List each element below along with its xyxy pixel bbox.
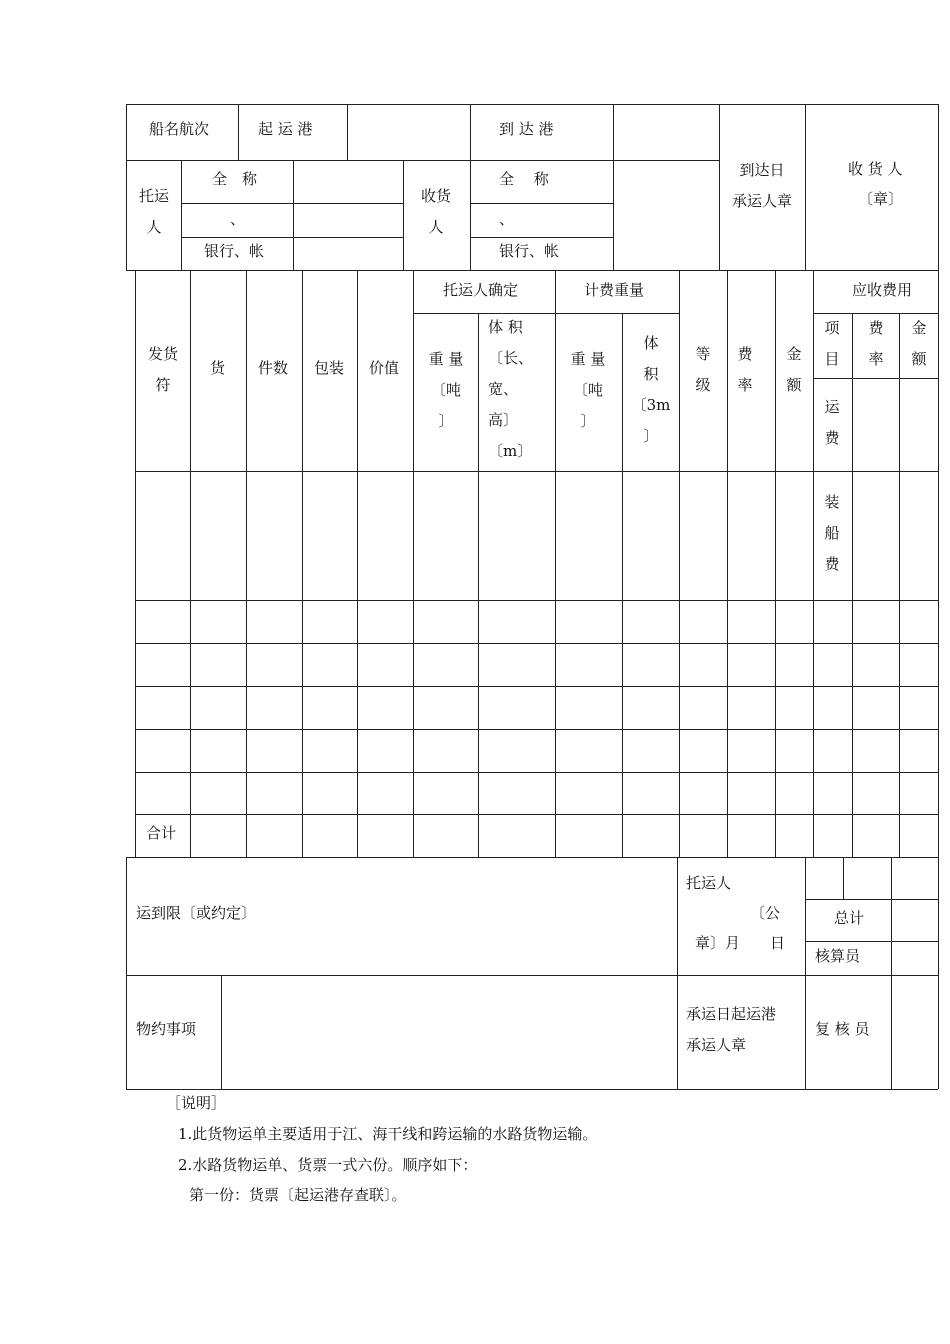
shipper-address-label: 、 [230, 210, 246, 228]
amount-header: 金 额 [786, 345, 802, 394]
special-terms-label: 物约事项 [136, 1020, 197, 1038]
value-header: 价值 [369, 359, 400, 377]
note-line-3: 第一份：货票〔起运港存查联〕。 [189, 1186, 407, 1204]
consignee-address-label: 、 [499, 210, 515, 228]
total-row-label: 合计 [146, 824, 177, 842]
arrival-stamp-label: 到达日 承运人章 [731, 161, 792, 210]
goods-header: 货 [210, 359, 226, 377]
receiver-label: 收 货 人 [848, 160, 903, 178]
reviewer-label: 复 核 员 [815, 1020, 870, 1038]
fees-header: 应收费用 [852, 281, 913, 299]
consignee-name-label: 全 称 [499, 170, 549, 188]
note-line-1: 1.此货物运单主要适用于江、海干线和跨运输的水路货物运输。 [178, 1125, 598, 1143]
billing-weight-header: 计费重量 [584, 281, 645, 299]
shipper-label: 托运 人 [138, 187, 169, 236]
shipper-confirm-header: 托运人确定 [443, 281, 519, 299]
rate-header: 费 率 [737, 345, 753, 394]
pieces-header: 件数 [258, 359, 289, 377]
arrival-port-label: 到 达 港 [499, 120, 554, 138]
billing-weight-sub-header: 重 量 〔吨 〕 [570, 350, 606, 430]
grand-total-label: 总计 [834, 909, 865, 927]
volume-header: 体 积 〔长、 宽、 高〕 〔m〕 [488, 318, 534, 460]
delivery-deadline-label: 运到限〔或约定〕 [136, 904, 257, 922]
billing-volume-header: 体 积 〔3m 〕 [631, 334, 671, 445]
origin-stamp-label: 承运日起运港 承运人章 [686, 1005, 777, 1054]
shipper-bank-label: 银行、帐 [204, 242, 265, 260]
fee-amount-header: 金 额 [911, 319, 927, 368]
notes-title: ［说明］ [166, 1094, 227, 1112]
accountant-label: 核算员 [815, 947, 861, 965]
fee-rate-header: 费 率 [868, 319, 884, 368]
fee-item-header: 项 目 [824, 319, 840, 368]
shipper-signature-label: 托运人 [686, 874, 732, 892]
receiver-seal-label: 〔章〕 [858, 190, 904, 208]
shipper-name-label: 全 称 [212, 170, 258, 188]
loading-fee-label: 装 船 费 [824, 493, 840, 573]
packing-header: 包装 [314, 359, 345, 377]
consignee-label: 收货 人 [420, 187, 451, 236]
ship-voyage-label: 船名航次 [149, 120, 210, 138]
date-label: 章〕月 日 [695, 934, 786, 952]
departure-port-label: 起 运 港 [258, 120, 313, 138]
official-seal-label: 〔公 [750, 904, 781, 922]
shipping-mark-header: 发货 符 [147, 345, 178, 394]
freight-label: 运 费 [824, 398, 840, 447]
weight-header: 重 量 〔吨 〕 [428, 350, 464, 430]
grade-header: 等 级 [695, 345, 711, 394]
consignee-bank-label: 银行、帐 [499, 242, 560, 260]
note-line-2: 2.水路货物运单、货票一式六份。顺序如下： [178, 1156, 478, 1174]
